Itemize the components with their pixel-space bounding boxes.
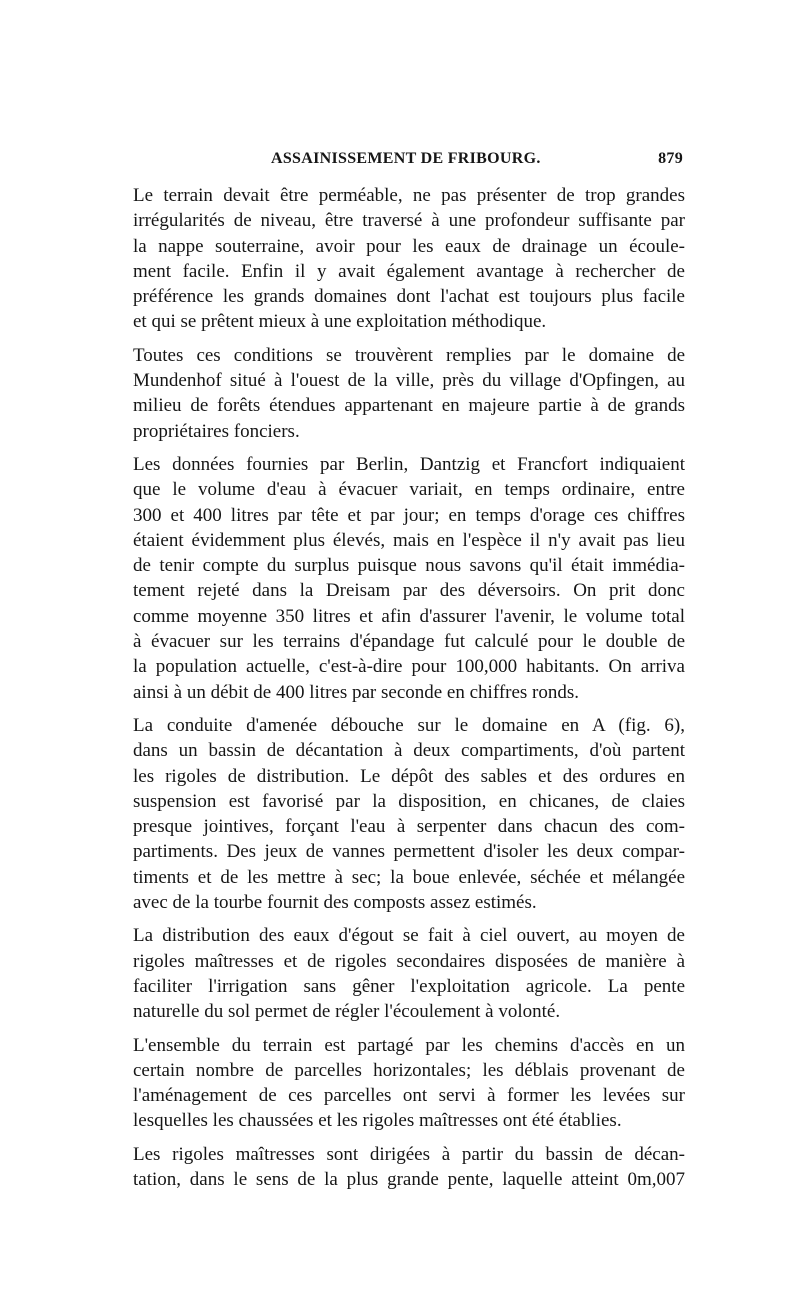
text-line: naturelle du sol permet de régler l'écoulement à volonté. (133, 1001, 561, 1023)
running-head (113, 150, 685, 174)
body-text (113, 183, 685, 1192)
text-line: L'ensemble du terrain est partagé par les chemins d'accès en un (133, 1034, 685, 1056)
text-line: 300 et 400 litres par tête et par jour; en temps d'orage ces chiffres (133, 504, 685, 526)
text-line: timents et de les mettre à sec; la boue enlevée, séchée et mélangée (133, 866, 685, 888)
paragraph-main-channels (113, 1142, 685, 1193)
text-line: l'aménagement de ces parcelles ont servi à former les levées sur (133, 1085, 685, 1107)
text-line: comme moyenne 350 litres et afin d'assurer l'avenir, le volume total (133, 605, 685, 627)
text-line: certain nombre de parcelles horizontales; les déblais provenant de (133, 1059, 685, 1081)
text-line: rigoles maîtresses et de rigoles secondaires disposées de manière à (133, 950, 685, 972)
text-line: la nappe souterraine, avoir pour les eaux de drainage un écoule- (133, 235, 685, 257)
text-line: tation, dans le sens de la plus grande pente, laquelle atteint 0m,007 (133, 1168, 685, 1190)
paragraph-decantation-basin (113, 713, 685, 915)
text-line: Toutes ces conditions se trouvèrent remplies par le domaine de (133, 344, 685, 366)
text-line: irrégularités de niveau, être traversé à une profondeur suffisante par (133, 210, 685, 232)
text-line: ment facile. Enfin il y avait également avantage à rechercher de (133, 260, 685, 282)
text-line: Les données fournies par Berlin, Dantzig et Francfort indiquaient (133, 453, 685, 475)
paragraph-distribution (113, 923, 685, 1024)
text-line: propriétaires fonciers. (133, 420, 300, 442)
page-number: 879 (658, 150, 683, 167)
paragraph-parcels (113, 1033, 685, 1134)
text-line: milieu de forêts étendues appartenant en majeure partie à de grands (133, 395, 685, 417)
text-line: ainsi à un débit de 400 litres par seconde en chiffres ronds. (133, 681, 580, 703)
text-line: presque jointives, forçant l'eau à serpenter dans chacun des com- (133, 816, 685, 838)
text-line: la population actuelle, c'est-à-dire pour 100,000 habitants. On arriva (133, 656, 685, 678)
text-line: de tenir compte du surplus puisque nous savons qu'il était immédia- (133, 555, 685, 577)
text-line: Mundenhof situé à l'ouest de la ville, près du village d'Opfingen, au (133, 370, 685, 392)
paragraph-terrain-requirements (113, 183, 685, 335)
text-line: Le terrain devait être perméable, ne pas présenter de trop grandes (133, 185, 685, 206)
text-line: à évacuer sur les terrains d'épandage fut calculé pour le double de (133, 631, 685, 653)
text-line: faciliter l'irrigation sans gêner l'exploitation agricole. La pente (133, 975, 685, 997)
text-line: La distribution des eaux d'égout se fait à ciel ouvert, au moyen de (133, 925, 685, 947)
text-line: tement rejeté dans la Dreisam par des déversoirs. On prit donc (133, 580, 685, 602)
book-page (113, 150, 685, 1200)
paragraph-water-volume (113, 452, 685, 705)
text-line: et qui se prêtent mieux à une exploitation méthodique. (133, 311, 547, 333)
text-line: que le volume d'eau à évacuer variait, en temps ordinaire, entre (133, 479, 685, 501)
text-line: partiments. Des jeux de vannes permettent d'isoler les deux compar- (133, 841, 685, 863)
text-line: étaient évidemment plus élevés, mais en l'espèce il n'y avait pas lieu (133, 529, 685, 551)
text-line: La conduite d'amenée débouche sur le domaine en A (fig. 6), (133, 714, 685, 736)
paragraph-mundenhof (113, 343, 685, 444)
running-title: ASSAINISSEMENT DE FRIBOURG. (271, 150, 541, 167)
text-line: Les rigoles maîtresses sont dirigées à partir du bassin de décan- (133, 1143, 685, 1165)
text-line: suspension est favorisé par la disposition, en chicanes, de claies (133, 790, 685, 812)
text-line: lesquelles les chaussées et les rigoles maîtresses ont été établies. (133, 1110, 622, 1132)
text-line: avec de la tourbe fournit des composts assez estimés. (133, 892, 537, 914)
text-line: dans un bassin de décantation à deux compartiments, d'où partent (133, 740, 685, 762)
text-line: préférence les grands domaines dont l'achat est toujours plus facile (133, 286, 685, 308)
text-line: les rigoles de distribution. Le dépôt des sables et des ordures en (133, 765, 685, 787)
